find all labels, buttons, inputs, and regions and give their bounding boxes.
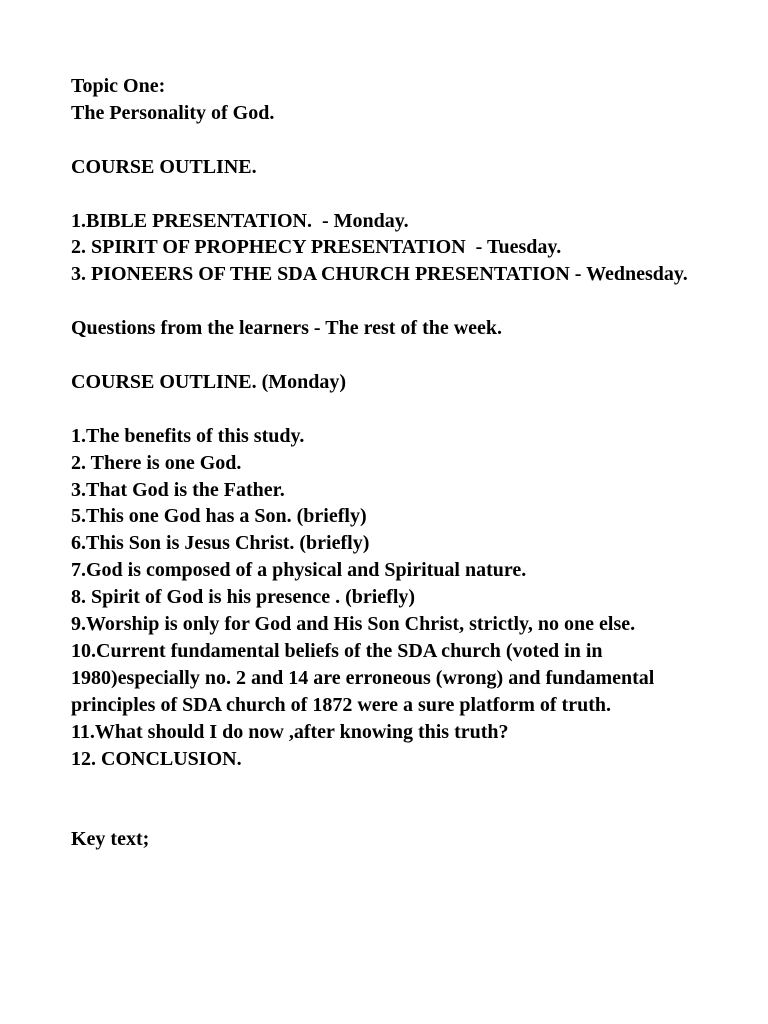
document-page xyxy=(71,73,691,853)
monday-item: 7.God is composed of a physical and Spiritual nature. xyxy=(71,559,527,582)
outline-item: 1.BIBLE PRESENTATION. - Monday. xyxy=(71,209,409,232)
monday-item: 1.The benefits of this study. xyxy=(71,424,305,447)
spacer xyxy=(71,396,691,423)
spacer xyxy=(71,181,691,208)
monday-item: 6.This Son is Jesus Christ. (briefly) xyxy=(71,532,370,555)
key-text-label: Key text; xyxy=(71,828,150,851)
monday-item: 9.Worship is only for God and His Son Christ, strictly, no one else. xyxy=(71,613,636,636)
monday-item: 12. CONCLUSION. xyxy=(71,747,242,770)
spacer xyxy=(71,342,691,369)
monday-item: 3.That God is the Father. xyxy=(71,478,285,501)
monday-item: 5.This one God has a Son. (briefly) xyxy=(71,505,367,528)
spacer xyxy=(71,127,691,154)
topic-title: The Personality of God. xyxy=(71,101,275,124)
topic-label: Topic One: xyxy=(71,75,166,97)
monday-item: 10.Current fundamental beliefs of the SDA church (voted in in 1980)especially no. 2 and 14 are erroneous (wrong) and fundamental principles of SDA church of 1872 were a sure platform of truth. xyxy=(71,639,660,716)
spacer xyxy=(71,772,691,826)
outline-item: 2. SPIRIT OF PROPHECY PRESENTATION - Tuesday. xyxy=(71,236,562,259)
outline-item: 3. PIONEERS OF THE SDA CHURCH PRESENTATION - Wednesday. xyxy=(71,263,688,286)
spacer xyxy=(71,288,691,315)
questions-line: Questions from the learners - The rest of the week. xyxy=(71,317,503,340)
monday-item: 2. There is one God. xyxy=(71,451,242,474)
monday-item: 11.What should I do now ,after knowing this truth? xyxy=(71,720,509,743)
monday-outline-heading: COURSE OUTLINE. (Monday) xyxy=(71,370,347,393)
course-outline-heading: COURSE OUTLINE. xyxy=(71,155,257,178)
monday-item: 8. Spirit of God is his presence . (briefly) xyxy=(71,586,416,609)
